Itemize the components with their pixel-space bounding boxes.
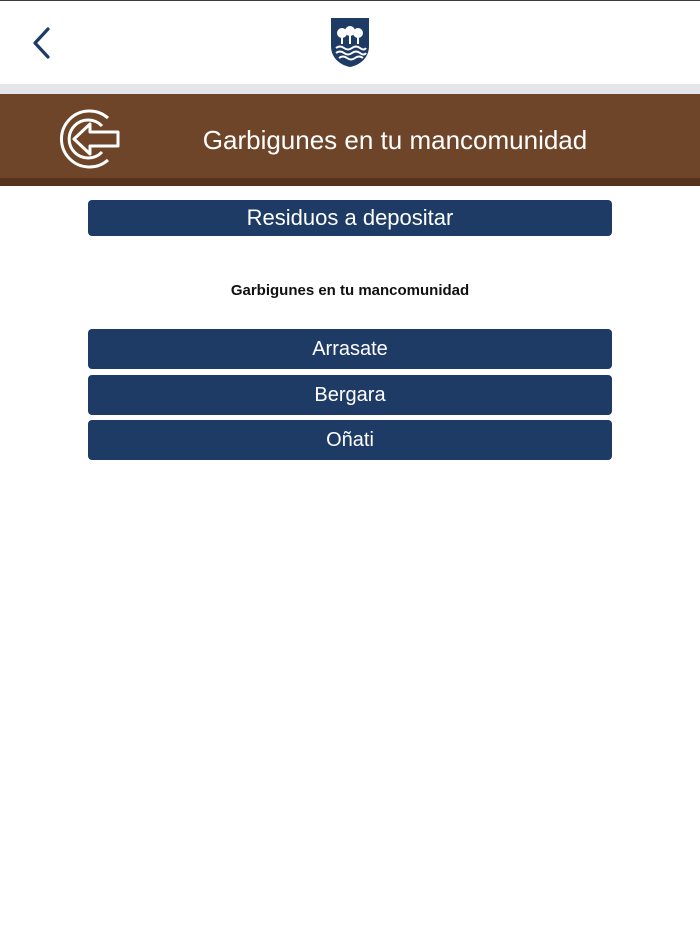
chevron-left-icon: [30, 25, 54, 61]
basque-government-shield-icon: [329, 16, 371, 68]
recycling-entry-arrow-icon: [52, 106, 124, 172]
back-button[interactable]: [22, 21, 62, 65]
town-button-bergara[interactable]: Bergara: [88, 375, 612, 415]
town-button-arrasate[interactable]: Arrasate: [88, 329, 612, 369]
section-heading: Garbigunes en tu mancomunidad: [230, 282, 470, 299]
separator-strip: [0, 84, 700, 94]
navigation-bar: [0, 1, 700, 84]
residuos-a-depositar-button[interactable]: Residuos a depositar: [88, 200, 612, 236]
town-button-onati[interactable]: Oñati: [88, 420, 612, 460]
banner-title: Garbigunes en tu mancomunidad: [202, 124, 588, 155]
